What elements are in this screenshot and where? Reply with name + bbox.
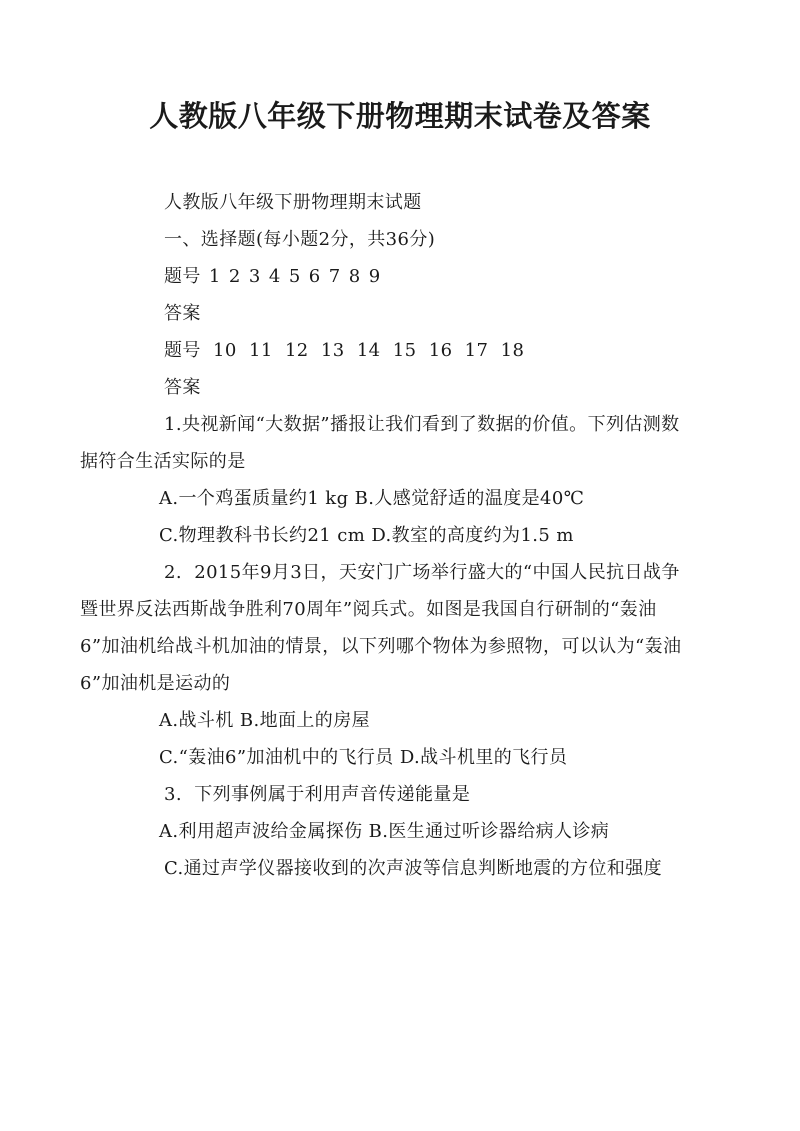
answer-table-row2-answer: 答案	[164, 377, 201, 398]
question-2-option-ab: A.战斗机 B.地面上的房屋	[159, 710, 370, 731]
question-3-option-ab: A.利用超声波给金属探伤 B.医生通过听诊器给病人诊病	[159, 821, 610, 842]
section-heading: 一、选择题(每小题2分，共36分)	[164, 229, 436, 250]
question-3-stem: 3. 下列事例属于利用声音传递能量是	[164, 784, 471, 805]
question-3-option-c: C.通过声学仪器接收到的次声波等信息判断地震的方位和强度	[164, 858, 663, 879]
answer-table-row1-answer: 答案	[164, 303, 201, 324]
question-1-option-cd: C.物理教科书长约21 cm D.教室的高度约为1.5 m	[159, 525, 574, 546]
document-title: 人教版八年级下册物理期末试卷及答案	[149, 99, 651, 133]
question-1-stem: 1.央视新闻“大数据”播报让我们看到了数据的价值。下列估测数据符合生活实际的是	[80, 414, 680, 472]
question-1-option-ab: A.一个鸡蛋质量约1 kg B.人感觉舒适的温度是40℃	[159, 488, 585, 509]
answer-table-row2-label: 题号 10 11 12 13 14 15 16 17 18	[164, 340, 525, 361]
exam-subtitle: 人教版八年级下册物理期末试题	[164, 192, 422, 213]
question-2-stem: 2. 2015年9月3日，天安门广场举行盛大的“中国人民抗日战争暨世界反法西斯战争胜利70周年”阅兵式。如图是我国自行研制的“轰油6”加油机给战斗机加油的情景，以下列哪个物体为参照物，可以认为“轰油6”加油机是运动的	[80, 562, 682, 694]
document-body	[80, 184, 694, 887]
question-2-option-cd: C.“轰油6”加油机中的飞行员 D.战斗机里的飞行员	[159, 747, 568, 768]
answer-table-row1-label: 题号 1 2 3 4 5 6 7 8 9	[164, 266, 381, 287]
